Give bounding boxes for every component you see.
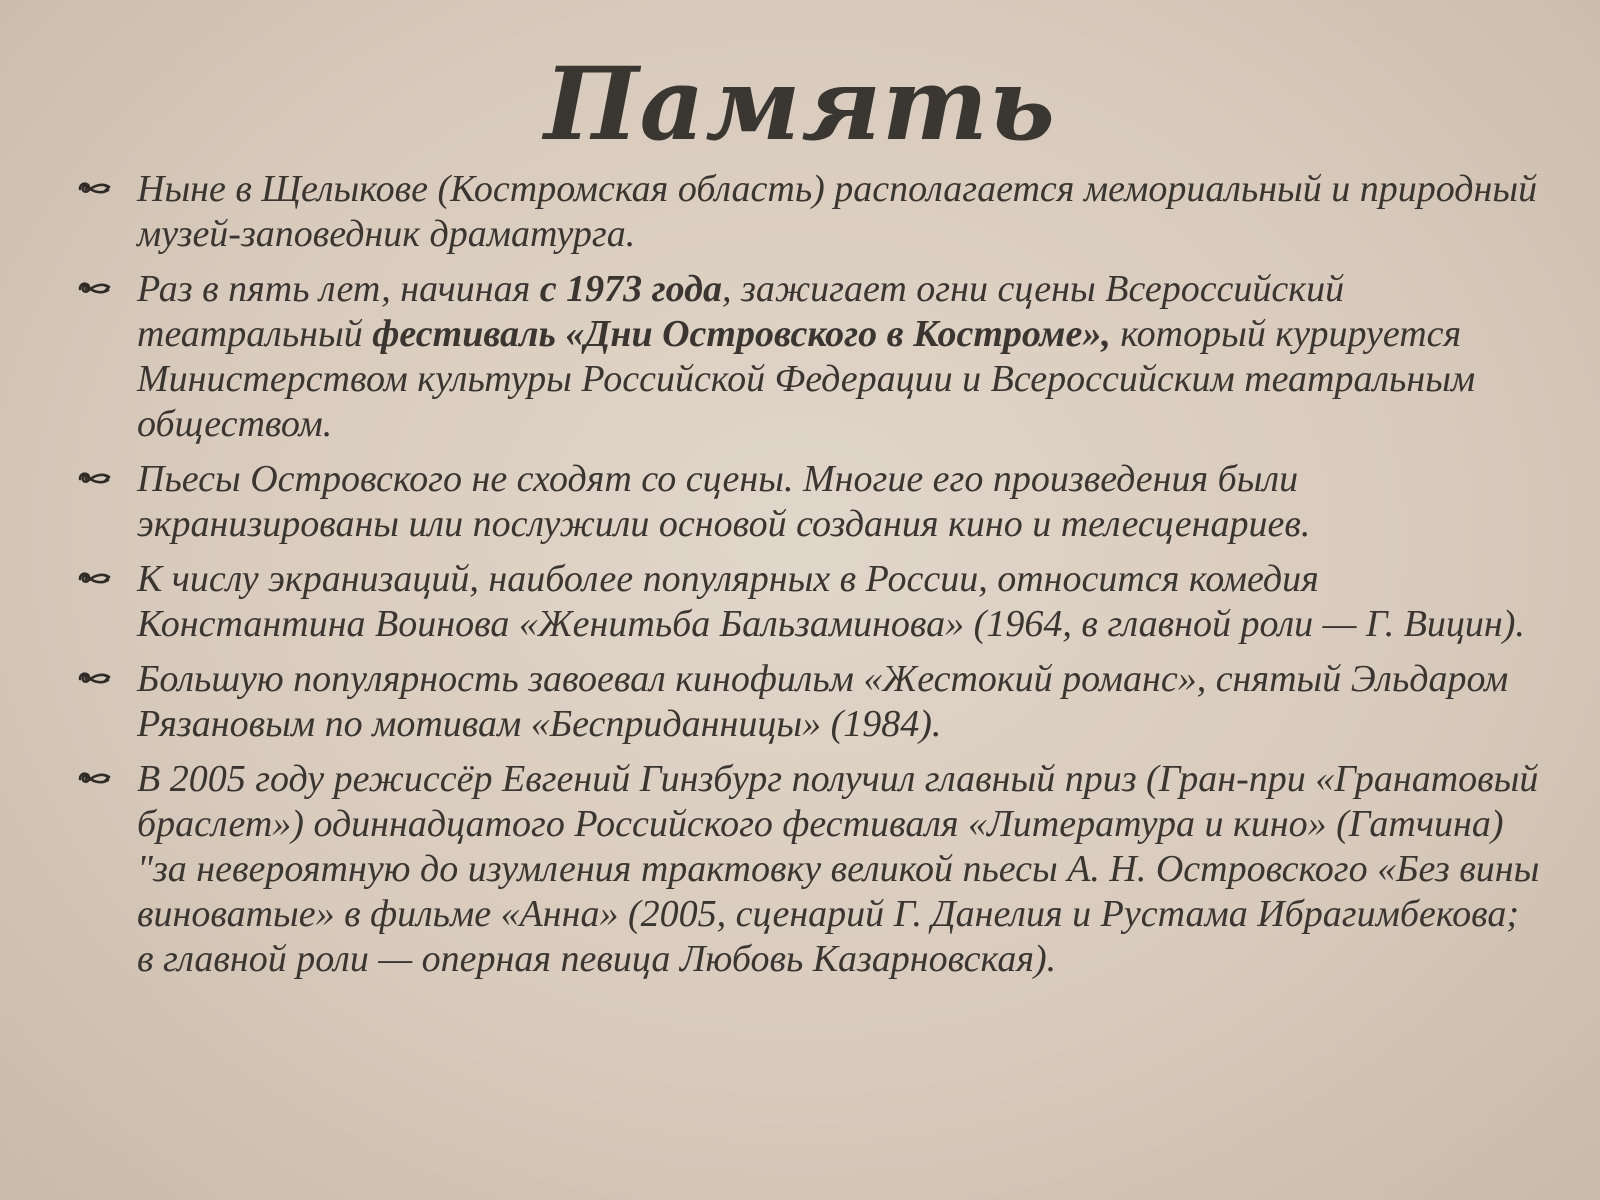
bullet-text: В 2005 году режиссёр Евгений Гинзбург получил главный приз (Гран-при «Гранатовый браслет») одиннадцатого Российского фестиваля «Литература и кино» (Гатчина) "за невероятную до изумления трактовку великой пьесы А. Н. Островского «Без вины виноватые» в фильме «Анна» (2005, сценарий Г. Данелия и Рустама Ибрагимбекова; в главной роли — оперная певица Любовь Казарновская). — [137, 758, 1540, 980]
bullet-text: К числу экранизаций, наиболее популярных в России, относится комедия Константина Воинова «Женитьба Бальзаминова» (1964, в главной роли — Г. Вицин). — [137, 558, 1525, 645]
list-item — [74, 757, 1544, 982]
scroll-ornament-icon — [74, 568, 114, 590]
bullet-text: Пьесы Островского не сходят со сцены. Многие его произведения были экранизированы или послужили основой создания кино и телесценариев. — [137, 458, 1311, 545]
bullet-text: Раз в пять лет, начиная — [137, 268, 540, 310]
list-item — [74, 457, 1544, 547]
bullet-text-bold: с 1973 года — [539, 268, 722, 310]
bullet-text: , зажигает огни сцены Всероссийский театральный — [137, 268, 1345, 355]
list-item — [74, 167, 1544, 257]
bullet-text: Большую популярность завоевал кинофильм «Жестокий романс», снятый Эльдаром Рязановым по мотивам «Бесприданницы» (1984). — [137, 658, 1509, 745]
scroll-ornament-icon — [74, 278, 114, 300]
bullet-text: который курируется Министерством культуры Российской Федерации и Всероссийским театральным обществом. — [137, 313, 1476, 445]
list-item — [74, 657, 1544, 747]
list-item — [74, 557, 1544, 647]
scroll-ornament-icon — [74, 178, 114, 200]
scroll-ornament-icon — [74, 468, 114, 490]
festival-name: фестиваль «Дни Островского в Костроме», — [372, 313, 1111, 355]
scroll-ornament-icon — [74, 768, 114, 790]
list-item — [74, 267, 1544, 447]
bullet-list — [74, 167, 1544, 992]
page-title: Память — [544, 45, 1056, 163]
bullet-text: Ныне в Щелыкове (Костромская область) располагается мемориальный и природный музей-заповедник драматурга. — [137, 168, 1538, 255]
scroll-ornament-icon — [74, 668, 114, 690]
